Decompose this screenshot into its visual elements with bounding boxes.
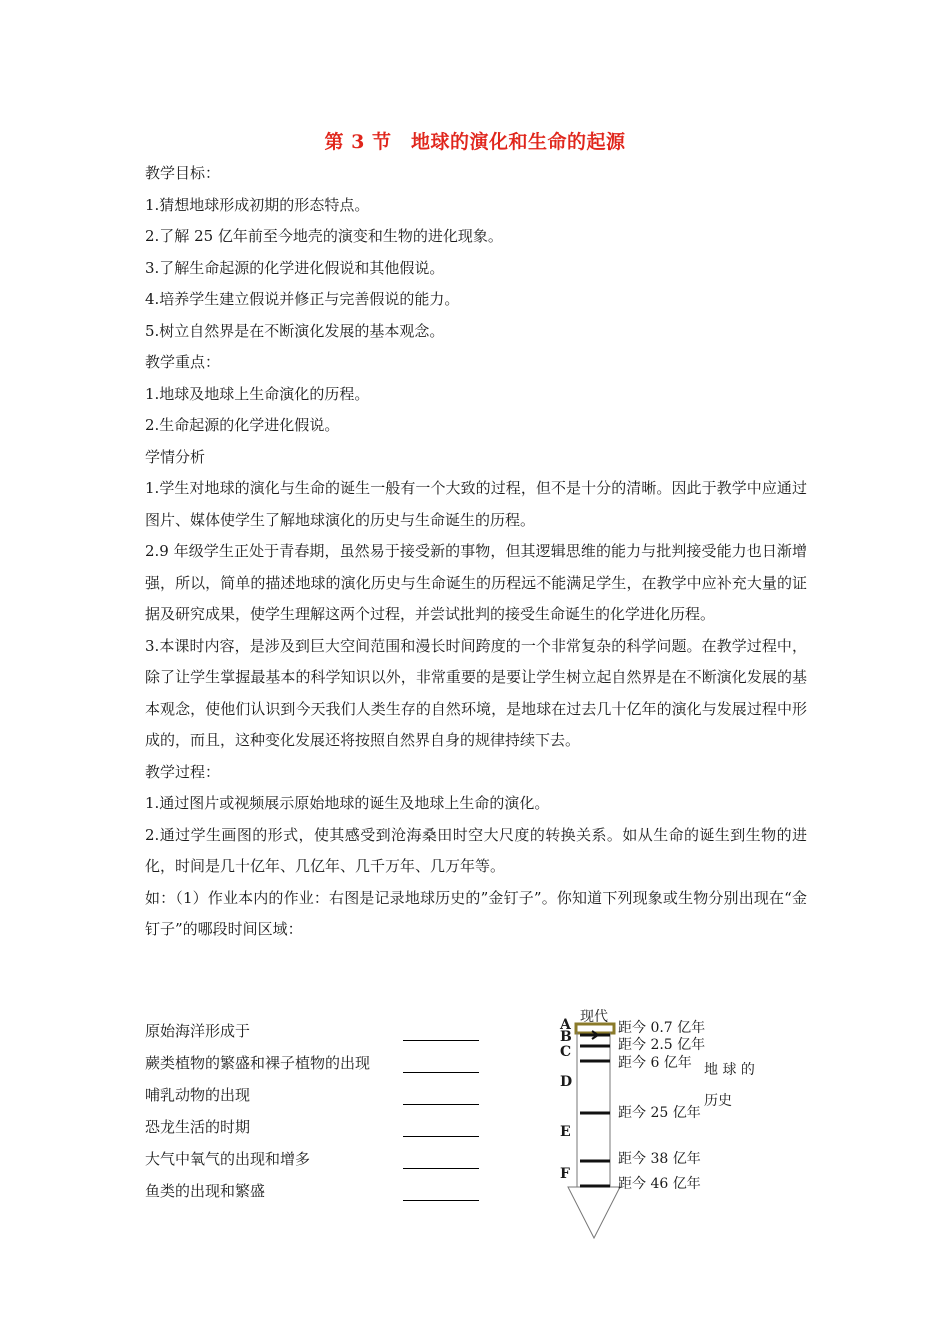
time-mark-label: 距今 25 亿年	[618, 1105, 701, 1121]
diagram-side-label: 历史	[704, 1093, 732, 1109]
answer-blank[interactable]	[403, 1072, 479, 1073]
question-row	[145, 1084, 480, 1106]
question-row	[145, 1052, 480, 1074]
diagram-side-label: 地 球 的	[704, 1062, 755, 1078]
question-row	[145, 1116, 480, 1138]
objective-item: 2.了解 25 亿年前至今地壳的演变和生物的进化现象。	[145, 227, 503, 245]
region-letter: B	[560, 1029, 572, 1045]
present-label: 现代	[580, 1009, 608, 1025]
key-points-heading: 教学重点：	[145, 353, 221, 371]
question-row	[145, 1148, 480, 1170]
question-text: 鱼类的出现和繁盛	[145, 1182, 266, 1200]
analysis-paragraph: 3.本课时内容，是涉及到巨大空间范围和漫长时间跨度的一个非常复杂的科学问题。在教学过程中，除了让学生掌握最基本的科学知识以外，非常重要的是要让学生树立起自然界是在不断演化发展的基本观念，使他们认识到今天我们人类生存的自然环境，是地球在过去几十亿年的演化与发展过程中形成的，而且，这种变化发展还将按照自然界自身的规律持续下去。	[145, 636, 807, 749]
process-paragraph: 如：（1）作业本内的作业：右图是记录地球历史的”金钉子”。你知道下列现象或生物分别出现在“金钉子”的哪段时间区域：	[145, 888, 807, 938]
time-mark-label: 距今 38 亿年	[618, 1151, 701, 1167]
time-mark-label: 距今 6 亿年	[618, 1055, 692, 1071]
objective-item: 4.培养学生建立假说并修正与完善假说的能力。	[145, 290, 460, 308]
objective-item: 5.树立自然界是在不断演化发展的基本观念。	[145, 321, 445, 340]
answer-blank[interactable]	[403, 1168, 479, 1169]
question-row	[145, 1180, 480, 1202]
analysis-heading: 学情分析	[145, 447, 206, 466]
golden-spike-diagram	[550, 1000, 790, 1250]
question-text: 哺乳动物的出现	[145, 1086, 251, 1104]
key-point-item: 1.地球及地球上生命演化的历程。	[145, 384, 370, 403]
objective-item: 3.了解生命起源的化学进化假说和其他假说。	[145, 258, 445, 277]
region-letter: F	[560, 1166, 570, 1182]
spike-tip	[568, 1187, 620, 1238]
answer-blank[interactable]	[403, 1136, 479, 1137]
process-paragraph: 1.通过图片或视频展示原始地球的诞生及地球上生命的演化。	[145, 794, 550, 812]
page-title: 第 3 节 地球的演化和生命的起源	[324, 131, 626, 153]
region-letter: D	[560, 1074, 573, 1090]
process-heading: 教学过程：	[145, 762, 221, 781]
region-letter: E	[560, 1124, 571, 1140]
question-text: 大气中氧气的出现和增多	[145, 1150, 311, 1168]
time-mark-label: 距今 2.5 亿年	[618, 1037, 706, 1053]
question-text: 蕨类植物的繁盛和裸子植物的出现	[145, 1054, 371, 1072]
answer-blank[interactable]	[403, 1040, 479, 1041]
process-paragraph: 2.通过学生画图的形式，使其感受到沧海桑田时空大尺度的转换关系。如从生命的诞生到生物的进化，时间是几十亿年、几亿年、几千万年、几万年等。	[145, 825, 807, 875]
document-body	[145, 158, 807, 946]
time-mark-label: 距今 0.7 亿年	[618, 1020, 706, 1036]
region-letter: C	[560, 1044, 572, 1060]
answer-blank[interactable]	[403, 1104, 479, 1105]
region-letter: A	[560, 1017, 571, 1033]
answer-blank[interactable]	[403, 1200, 479, 1201]
question-row	[145, 1020, 480, 1042]
time-mark-label: 距今 46 亿年	[618, 1176, 701, 1192]
objectives-heading: 教学目标：	[145, 164, 221, 182]
question-text: 恐龙生活的时期	[145, 1118, 251, 1136]
objective-item: 1.猜想地球形成初期的形态特点。	[145, 195, 370, 214]
analysis-paragraph: 2.9 年级学生正处于青春期，虽然易于接受新的事物，但其逻辑思维的能力与批判接受能力也日渐增强，所以，简单的描述地球的演化历史与生命诞生的历程远不能满足学生，在教学中应补充大量的证据及研究成果，使学生理解这两个过程，并尝试批判的接受生命诞生的化学进化历程。	[145, 542, 807, 623]
question-text: 原始海洋形成于	[145, 1022, 251, 1040]
analysis-paragraph: 1.学生对地球的演化与生命的诞生一般有一个大致的过程，但不是十分的清晰。因此于教学中应通过图片、媒体使学生了解地球演化的历史与生命诞生的历程。	[145, 479, 807, 529]
key-point-item: 2.生命起源的化学进化假说。	[145, 416, 340, 434]
